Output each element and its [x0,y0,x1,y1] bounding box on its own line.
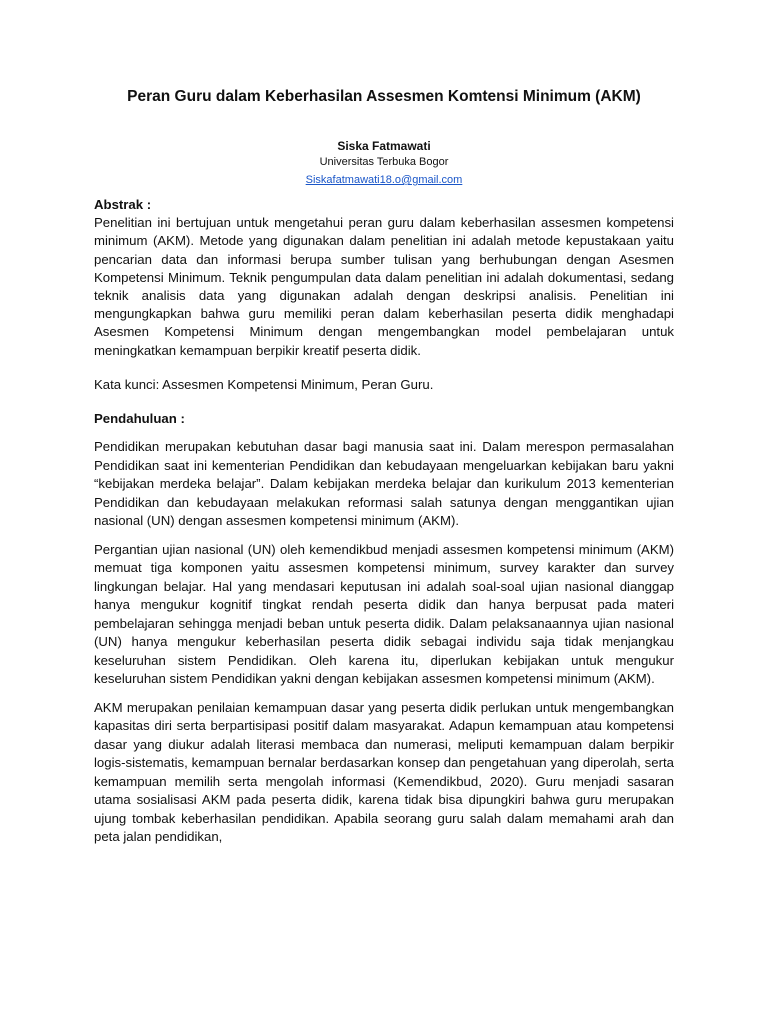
intro-body [94,438,674,847]
abstract-text: Penelitian ini bertujuan untuk mengetahui peran guru dalam keberhasilan assesmen kompetensi minimum (AKM). Metode yang digunakan dalam penelitian ini adalah metode kepustakaan yaitu pencarian data dan informasi berupa sumber tulisan yang berhubungan dengan Asesmen Kompetensi Minimum. Teknik pengumpulan data dalam penelitian ini adalah dokumentasi, sedang teknik analisis data yang digunakan adalah dengan deskripsi analisis. Penelitian ini mengungkapkan bahwa guru memiliki peran dalam keberhasilan peserta didik menghadapi Asesmen Kompetensi Minimum dengan mengembangkan model pembelajaran untuk meningkatkan kemampuan berpikir kreatif peserta didik. [94,215,674,358]
intro-paragraph-2: Pergantian ujian nasional (UN) oleh kemendikbud menjadi assesmen kompetensi minimum (AKM) memuat tiga komponen yaitu assesmen kompetensi minimum, survey karakter dan survey lingkungan belajar. Hal yang mendasari keputusan ini adalah soal-soal ujian nasional dianggap hanya mengukur kognitif tingkat rendah peserta didik dan hanya berpusat pada materi pembelajaran sehingga menjadi beban untuk peserta didik. Dalam pelaksanaannya ujian nasional (UN) hanya mengukur keberhasilan peserta didik sebagai individu saja tidak menjangkau keseluruhan sistem Pendidikan. Oleh karena itu, diperlukan kebijakan untuk mengukur keseluruhan sistem Pendidikan yakni dengan kebijakan assesmen kompetensi minimum (AKM). [94,541,674,687]
author-affiliation: Universitas Terbuka Bogor [319,156,449,168]
intro-heading: Pendahuluan : [94,411,185,427]
abstract-heading: Abstrak : [94,197,152,212]
author-name: Siska Fatmawati [337,139,431,153]
author-block [0,138,768,188]
author-email-link[interactable]: Siskafatmawati18.o@gmail.com [305,174,463,186]
paper-title: Peran Guru dalam Keberhasilan Assesmen Komtensi Minimum (AKM) [127,88,641,105]
intro-paragraph-1: Pendidikan merupakan kebutuhan dasar bagi manusia saat ini. Dalam merespon permasalahan Pendidikan saat ini kementerian Pendidikan dan kebudayaan mengeluarkan kebijakan baru yakni “kebijakan merdeka belajar”. Dalam kebijakan merdeka belajar dan kurikulum 2013 kementerian Pendidikan dan kebudayaan melakukan reformasi salah satunya dengan menggantikan ujian nasional (UN) dengan assesmen kompetensi minimum (AKM). [94,439,674,529]
intro-paragraph-3: AKM merupakan penilaian kemampuan dasar yang peserta didik perlukan untuk mengembangkan kapasitas diri serta berpartisipasi positif dalam masyarakat. Adapun kemampuan atau kompetensi dasar yang diukur adalah literasi membaca dan numerasi, meliputi kemampuan dalam berpikir logis-sistematis, kemampuan bernalar berdasarkan konsep dan pengetahuan yang diperolah, serta kemampuan memilih serta mengolah informasi (Kemendikbud, 2020). Guru menjadi sasaran utama sosialisasi AKM pada peserta didik, karena tidak bisa dipungkiri bahwa guru merupakan ujung tombak keberhasilan pendidikan. Apabila seorang guru salah dalam memahami arah dan peta jalan pendidikan, [94,699,674,845]
keywords: Kata kunci: Assesmen Kompetensi Minimum, Peran Guru. [94,376,434,392]
paper-content [94,196,674,847]
